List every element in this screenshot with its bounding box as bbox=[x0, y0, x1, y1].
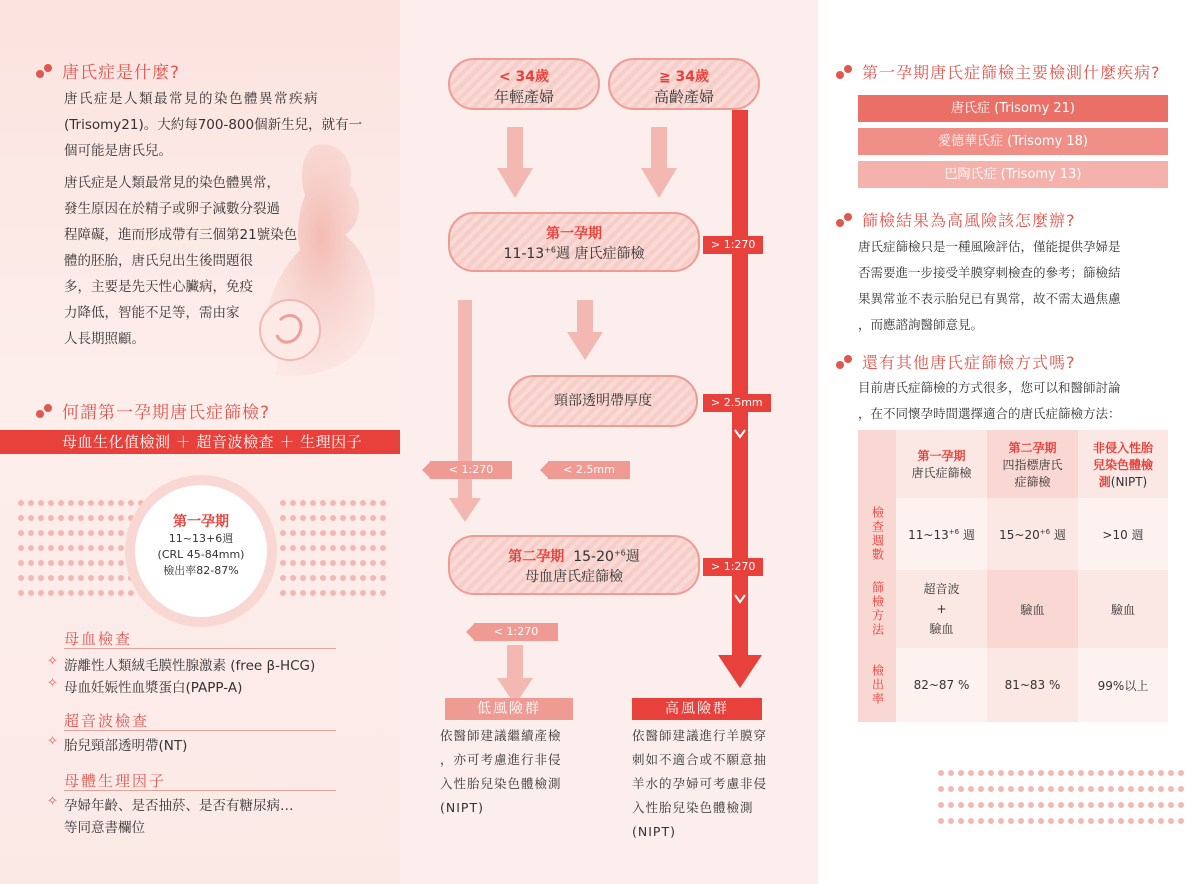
sparkle-icon bbox=[48, 681, 58, 691]
dots-icon bbox=[836, 355, 854, 369]
disease-trisomy-18: 愛德華氏症 (Trisomy 18) bbox=[858, 128, 1168, 155]
sec1-paragraph-1: 唐氏症是人類最常見的染色體異常疾病 (Trisomy21)。大約每700-800個新生兒，就有一 個可能是唐氏兒。 bbox=[64, 91, 363, 159]
list-item: ✧ 孕婦年齡、是否抽菸、是否有糖尿病… bbox=[48, 794, 294, 814]
dots-icon bbox=[836, 65, 854, 79]
table-row: 篩檢方法 超音波 + 驗血 驗血 驗血 bbox=[858, 570, 1168, 648]
list-item-continuation: 等同意書欄位 bbox=[64, 820, 145, 836]
column-header: 第一孕期 唐氏症篩檢 bbox=[896, 430, 987, 498]
second-risk-tag-high: > 1:270 bbox=[703, 558, 763, 576]
decorative-dots bbox=[280, 500, 386, 506]
nt-tag-low: < 2.5mm bbox=[548, 461, 630, 479]
column-header: 非侵入性胎 兒染色體檢 測(NIPT) bbox=[1078, 430, 1168, 498]
decorative-dots bbox=[18, 530, 144, 536]
decorative-dots bbox=[18, 590, 144, 596]
divider bbox=[64, 648, 336, 649]
column-header: 第二孕期 四指標唐氏 症篩檢 bbox=[987, 430, 1078, 498]
divider bbox=[64, 730, 336, 731]
sparkle-icon bbox=[48, 739, 58, 749]
first-trimester-screening-box: 第一孕期 $11-13^{+6}$週 唐氏症篩檢 bbox=[448, 212, 700, 272]
screening-comparison-table bbox=[858, 430, 1168, 722]
high-risk-advice: 依醫師建議進行羊膜穿 刺如不適合或不願意抽 羊水的孕婦可考慮非侵 入性胎兒染色體檢測 (NIPT) bbox=[632, 728, 768, 839]
table-row: 檢查週數 $11\sim 13^{+6}$ 週 $15\sim 20^{+6}$ 週 >10 週 bbox=[858, 498, 1168, 570]
table-header-row bbox=[858, 430, 1168, 498]
dots-icon bbox=[836, 213, 854, 227]
second-trimester-screening-box: 第二孕期 $15-20^{+6}$週 母血唐氏症篩檢 bbox=[448, 535, 700, 595]
list-item: ✧ 游離性人類絨毛膜性腺激素 (free β-HCG) bbox=[48, 654, 315, 674]
section-first-trimester-screening-title: 何謂第一孕期唐氏症篩檢? bbox=[36, 398, 270, 423]
decorative-dots bbox=[18, 515, 144, 521]
screening-components-banner: 母血生化值檢測 ＋ 超音波檢查 ＋ 生理因子 bbox=[0, 430, 400, 454]
decorative-dots bbox=[280, 515, 386, 521]
low-risk-advice: 依醫師建議繼續產檢 ，亦可考慮進行非侵 入性胎兒染色體檢測 (NIPT) bbox=[440, 728, 562, 815]
young-mother-box: < 34歲 年輕產婦 bbox=[448, 58, 600, 110]
first-trimester-circle-content: 第一孕期 11~13+6週 (CRL 45-84mm) 檢出率82-87% bbox=[135, 485, 267, 617]
decorative-dots bbox=[938, 802, 1184, 808]
decorative-dots bbox=[280, 530, 386, 536]
section-detected-diseases-title: 第一孕期唐氏症篩檢主要檢測什麼疾病? bbox=[836, 60, 1161, 83]
high-risk-label: 高風險群 bbox=[632, 698, 762, 720]
disease-trisomy-21: 唐氏症 (Trisomy 21) bbox=[858, 95, 1168, 122]
risk-tag-high: > 1:270 bbox=[703, 236, 763, 254]
section-other-methods-title: 還有其他唐氏症篩檢方式嗎? bbox=[836, 350, 1076, 373]
decorative-dots bbox=[280, 590, 386, 596]
sparkle-icon bbox=[48, 659, 58, 669]
decorative-dots bbox=[280, 560, 386, 566]
decorative-dots bbox=[938, 770, 1184, 776]
risk-tag-low: < 1:270 bbox=[430, 461, 512, 479]
divider bbox=[64, 790, 336, 791]
advanced-age-mother-box: ≧ 34歲 高齡產婦 bbox=[608, 58, 760, 110]
other-methods-intro: 目前唐氏症篩檢的方式很多，您可以和醫師討論 ，在不同懷孕時間選擇適合的唐氏症篩檢方法： bbox=[858, 380, 1121, 421]
second-risk-tag-low: < 1:270 bbox=[474, 623, 558, 641]
decorative-dots bbox=[938, 818, 1184, 824]
dots-icon bbox=[36, 404, 54, 418]
decorative-dots bbox=[280, 545, 386, 551]
ultrasound-title: 超音波檢查 bbox=[64, 712, 150, 730]
decorative-dots bbox=[280, 575, 386, 581]
section-high-risk-title: 篩檢結果為高風險該怎麼辦? bbox=[836, 208, 1076, 231]
maternal-factors-title: 母體生理因子 bbox=[64, 772, 167, 790]
section-what-is-down-syndrome-title: 唐氏症是什麼? bbox=[36, 58, 180, 83]
list-item: ✧ 胎兒頸部透明帶(NT) bbox=[48, 734, 187, 754]
disease-trisomy-13: 巴陶氏症 (Trisomy 13) bbox=[858, 161, 1168, 188]
sparkle-icon bbox=[48, 799, 58, 809]
decorative-dots bbox=[18, 500, 144, 506]
sec1-paragraph-2: 唐氏症是人類最常見的染色體異常， 發生原因在於精子或卵子減數分裂過 程障礙，進而形成帶有三個第21號染色 體的胚胎，唐氏兒出生後問題很 多，主要是先天性心臟病，免疫 力降低，智能不足等，需由家 人長期照顧。 bbox=[64, 175, 298, 347]
list-item: ✧ 母血妊娠性血漿蛋白(PAPP-A) bbox=[48, 676, 242, 696]
dots-icon bbox=[36, 64, 54, 78]
high-risk-explanation: 唐氏症篩檢只是一種風險評估，僅能提供孕婦是 否需要進一步接受羊膜穿刺檢查的參考；篩檢結 果異常並不表示胎兒已有異常，故不需太過焦慮 ，而應諮詢醫師意見。 bbox=[858, 239, 1121, 332]
decorative-dots bbox=[938, 786, 1184, 792]
blood-test-title: 母血檢查 bbox=[64, 630, 133, 648]
low-risk-label: 低風險群 bbox=[445, 698, 573, 720]
nt-tag-high: > 2.5mm bbox=[703, 394, 771, 412]
table-row: 檢出率 82~87 % 81~83 % 99%以上 bbox=[858, 648, 1168, 722]
decorative-dots bbox=[18, 575, 144, 581]
nt-thickness-box: 頸部透明帶厚度 bbox=[508, 375, 698, 427]
